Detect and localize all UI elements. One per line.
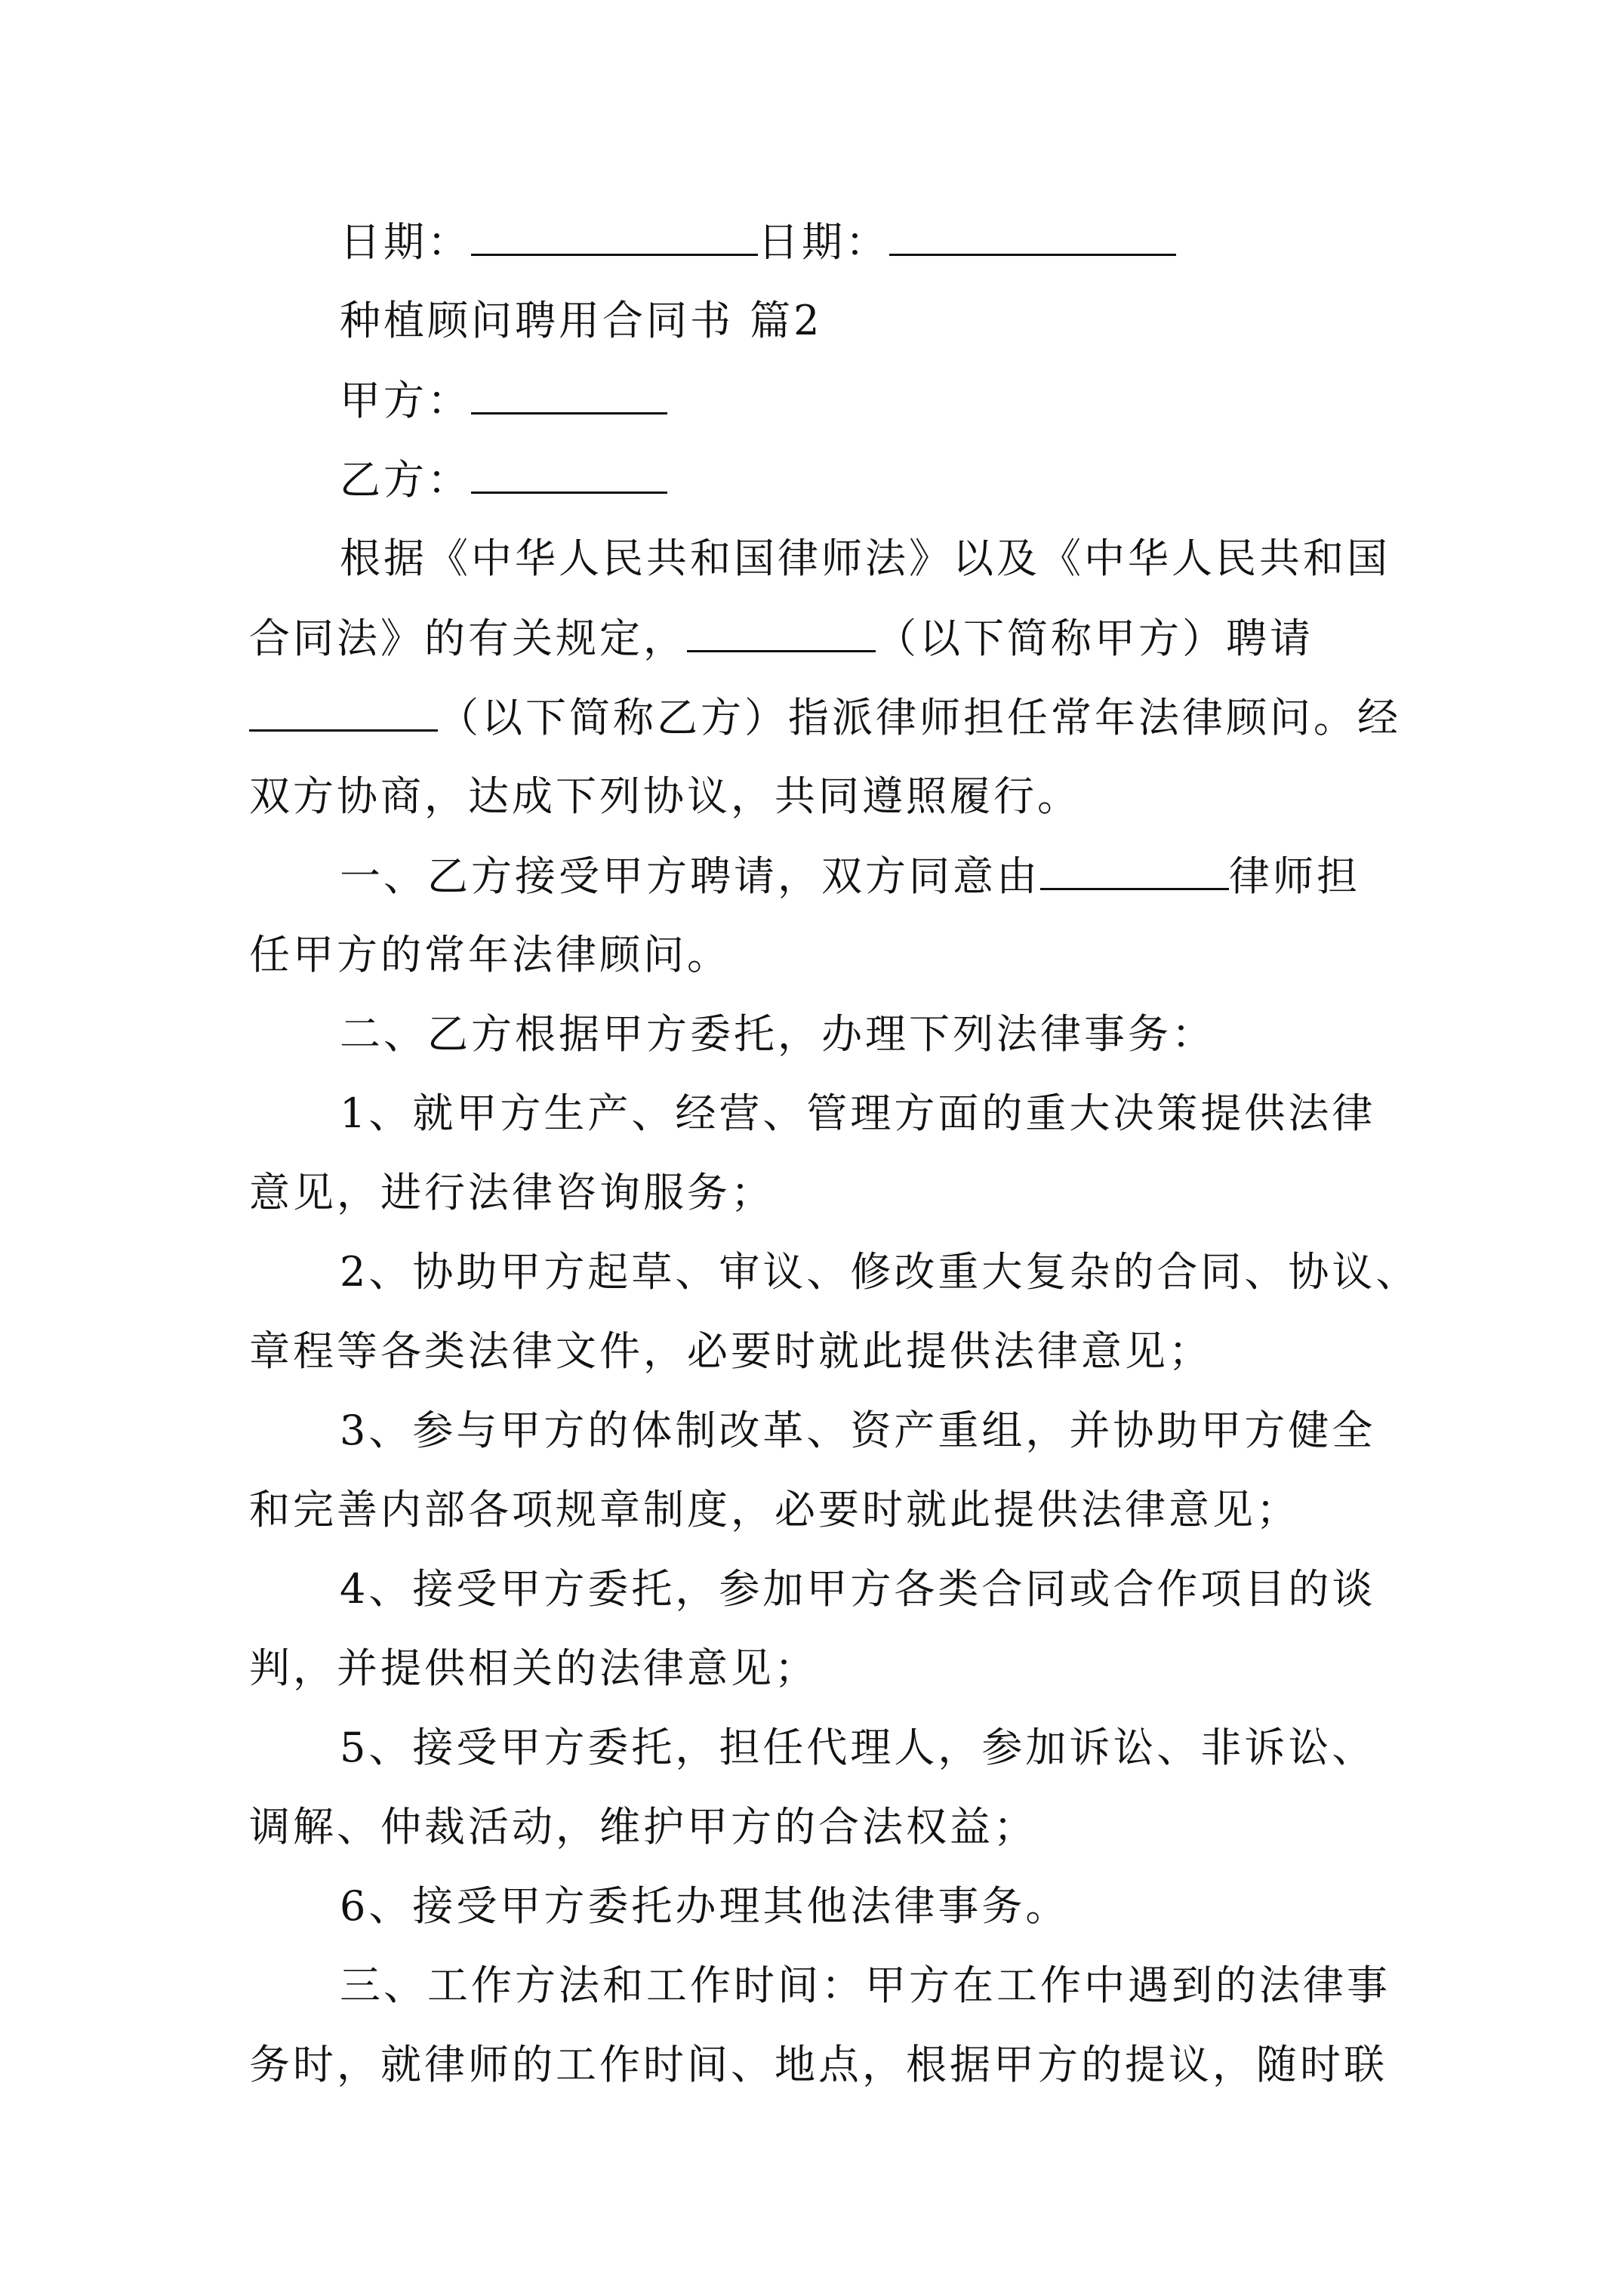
list-item: 1、就甲方生产、经营、管理方面的重大决策提供法律	[340, 1089, 1376, 1137]
article-1-line	[249, 853, 1360, 899]
date-blank	[471, 219, 758, 256]
preamble-line	[249, 615, 1313, 661]
article-1-line: 任甲方的常年法律顾问。	[249, 931, 731, 978]
preamble-text: 合同法》的有关规定，	[249, 615, 687, 662]
signature-date-row	[249, 219, 1176, 265]
preamble-line: 双方协商，达成下列协议，共同遵照履行。	[249, 772, 1081, 820]
list-item-continuation: 章程等各类法律文件，必要时就此提供法律意见；	[249, 1327, 1212, 1375]
preamble-line	[249, 695, 1401, 741]
party-b-blank	[471, 457, 667, 494]
list-item-continuation: 调解、仲裁活动，维护甲方的合法权益；	[249, 1803, 1037, 1851]
list-item: 2、协助甲方起草、审议、修改重大复杂的合同、协议、	[340, 1248, 1420, 1296]
party-b-name-blank	[249, 695, 438, 732]
party-a-name-blank	[687, 615, 876, 652]
date-blank	[889, 219, 1176, 256]
article-3-line: 三、工作方法和工作时间：甲方在工作中遇到的法律事	[340, 1962, 1390, 2009]
list-item: 5、接受甲方委托，担任代理人，参加诉讼、非诉讼、	[340, 1724, 1376, 1771]
document-heading: 种植顾问聘用合同书 篇2	[340, 297, 823, 344]
article-2-title: 二、乙方根据甲方委托，办理下列法律事务：	[340, 1010, 1215, 1058]
party-a-label: 甲方：	[340, 377, 471, 424]
lawyer-name-blank	[1040, 853, 1229, 890]
party-b-label: 乙方：	[340, 456, 471, 504]
list-item: 4、接受甲方委托，参加甲方各类合同或合作项目的谈	[340, 1565, 1376, 1613]
preamble-text: （以下简称甲方）聘请	[876, 615, 1313, 662]
list-item-continuation: 和完善内部各项规章制度，必要时就此提供法律意见；	[249, 1486, 1300, 1533]
preamble-line: 根据《中华人民共和国律师法》以及《中华人民共和国	[340, 535, 1390, 582]
date-label: 日期：	[758, 218, 889, 266]
list-item: 6、接受甲方委托办理其他法律事务。	[340, 1882, 1070, 1930]
list-item: 3、参与甲方的体制改革、资产重组，并协助甲方健全	[340, 1407, 1376, 1454]
preamble-text: （以下简称乙方）指派律师担任常年法律顾问。经	[438, 694, 1401, 741]
party-a-blank	[471, 378, 667, 415]
date-label: 日期：	[340, 218, 471, 266]
list-item-continuation: 判，并提供相关的法律意见；	[249, 1644, 818, 1692]
party-a-row	[249, 378, 667, 424]
article-text: 一、乙方接受甲方聘请，双方同意由	[340, 852, 1040, 900]
party-b-row	[249, 457, 667, 503]
article-3-line: 务时，就律师的工作时间、地点，根据甲方的提议，随时联	[249, 2041, 1387, 2088]
article-text: 律师担	[1229, 852, 1360, 900]
list-item-continuation: 意见，进行法律咨询服务；	[249, 1169, 775, 1216]
